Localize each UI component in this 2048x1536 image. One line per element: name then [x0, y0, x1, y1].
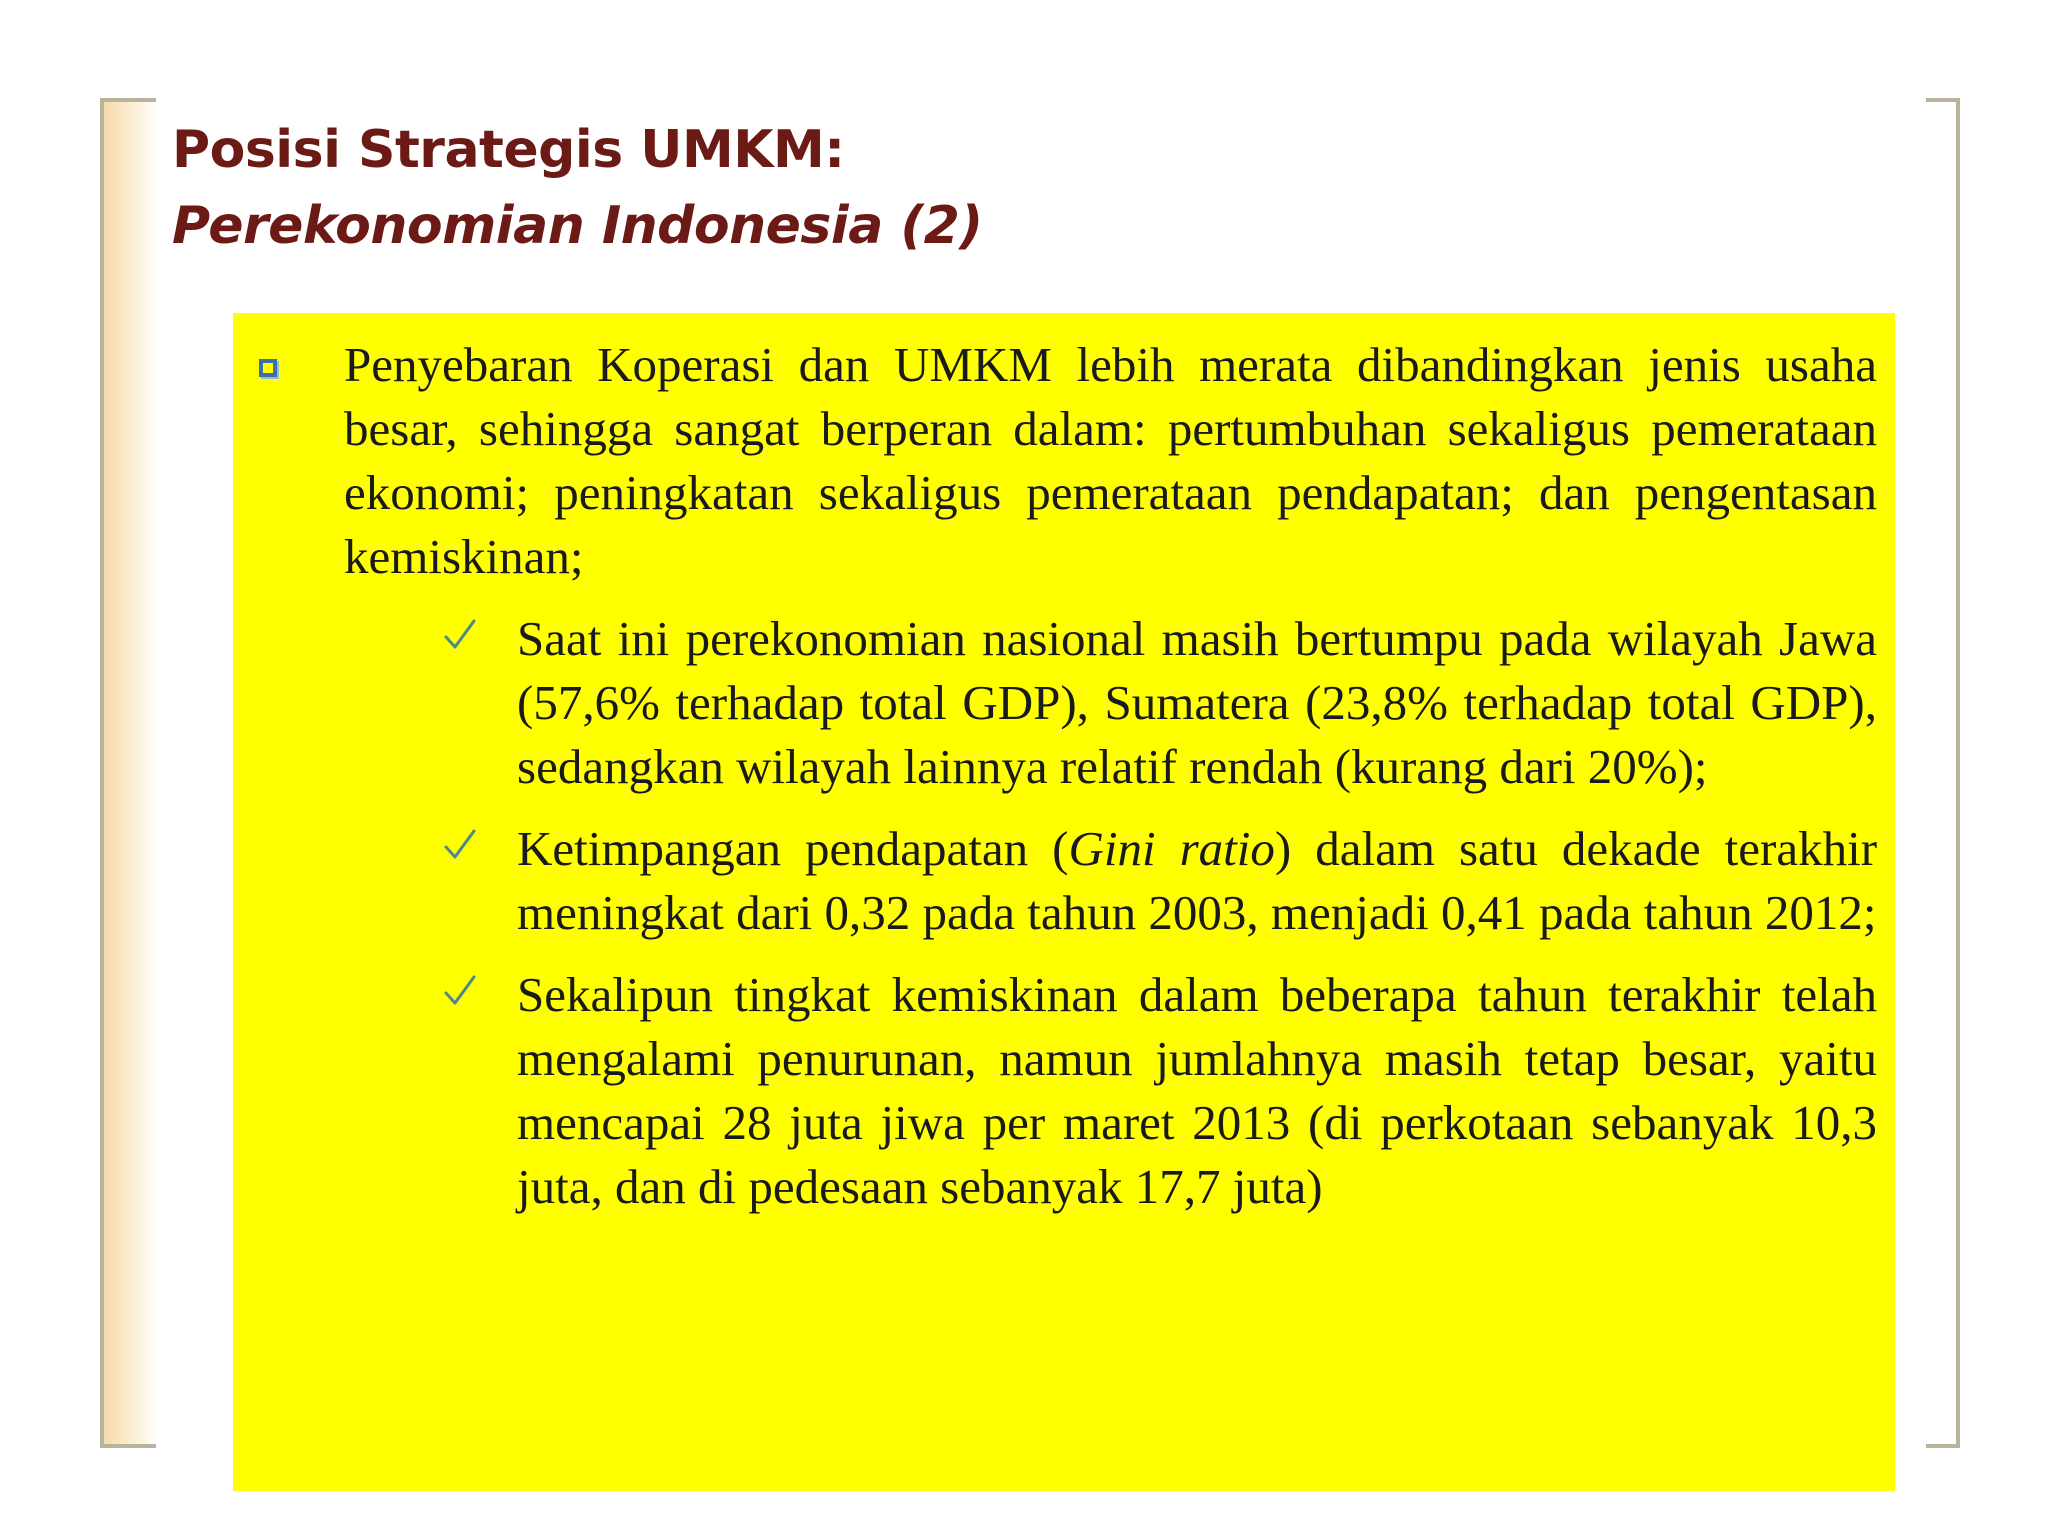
sub-bullet-text — [517, 817, 1877, 945]
sub-bullet-text-part: ) dalam satu dekade terakhir meningkat dari 0,32 pada tahun 2003, menjadi 0,41 pada tahun 2012; — [517, 821, 1878, 940]
checkmark-icon — [442, 971, 478, 1011]
frame-right-line — [1956, 98, 1960, 1448]
checkmark-icon — [442, 615, 478, 655]
sub-bullet-text: Saat ini perekonomian nasional masih bertumpu pada wilayah Jawa (57,6% terhadap total GDP), Sumatera (23,8% terhadap total GDP), sedangkan wilayah lainnya relatif rendah (kurang dari 20%); — [517, 611, 1877, 794]
slide-title-line1: Posisi Strategis UMKM: — [172, 120, 845, 180]
slide-title-line2: Perekonomian Indonesia (2) — [172, 196, 983, 256]
gini-ratio-term: Gini ratio — [1068, 821, 1275, 876]
checkmark-icon — [442, 825, 478, 865]
sub-bullet-text: Sekalipun tingkat kemiskinan dalam beberapa tahun terakhir telah mengalami penurunan, namun jumlahnya masih tetap besar, yaitu mencapai 28 juta jiwa per maret 2013 (di perkotaan sebanyak 10,3 juta, dan di pedesaan sebanyak 17,7 juta) — [517, 967, 1877, 1214]
frame-corner-top-left — [100, 98, 156, 102]
accent-bar — [100, 98, 156, 1448]
sub-bullet-item — [344, 607, 1877, 799]
frame-corner-top-right — [1926, 98, 1960, 102]
sub-bullet-text-part: Ketimpangan pendapatan ( — [517, 821, 1069, 876]
sub-bullet-item — [344, 963, 1877, 1219]
frame-corner-bottom-right — [1926, 1444, 1960, 1448]
sub-bullet-list — [344, 607, 1877, 1219]
main-bullet-item — [233, 333, 1877, 1219]
frame-left-line — [100, 98, 104, 1448]
slide-title — [172, 112, 1872, 264]
sub-bullet-item — [344, 817, 1877, 945]
frame-corner-bottom-left — [100, 1444, 156, 1448]
main-bullet-text: Penyebaran Koperasi dan UMKM lebih merata dibandingkan jenis usaha besar, sehingga sangat berperan dalam: pertumbuhan sekaligus pemerataan ekonomi; peningkatan sekaligus pemerataan pendapatan; dan pengentasan kemiskinan; — [344, 337, 1877, 584]
content-box — [233, 313, 1895, 1491]
hollow-square-bullet-icon — [259, 359, 277, 377]
